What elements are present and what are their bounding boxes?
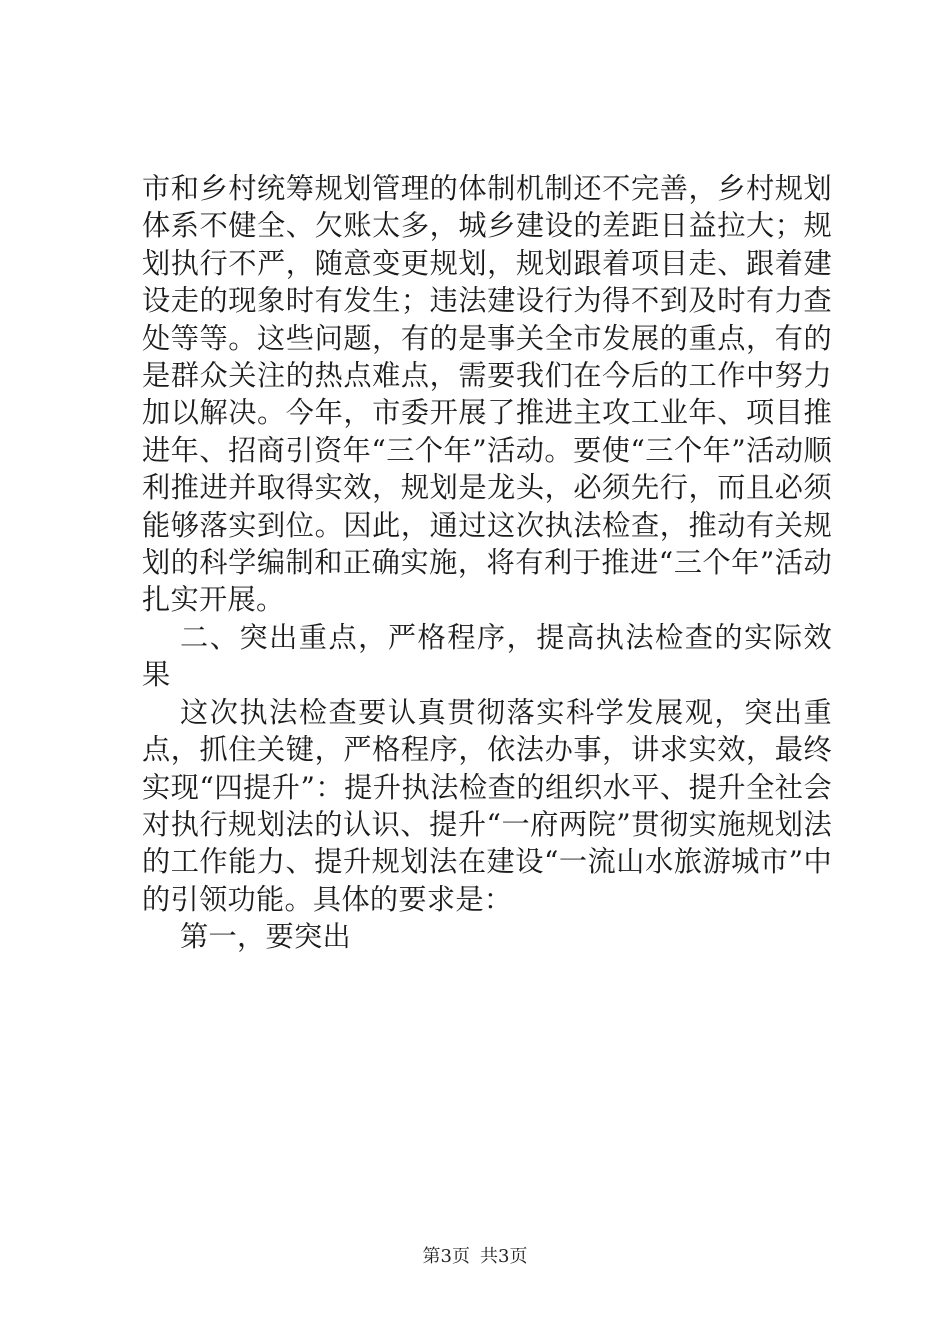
page-footer — [0, 1246, 950, 1268]
document-body — [142, 170, 832, 956]
section-heading: 二、突出重点，严格程序，提高执法检查的实际效果 — [142, 620, 832, 692]
paragraph-requirements: 这次执法检查要认真贯彻落实科学发展观，突出重点，抓住关键，严格程序，依法办事，讲求实效，最终实现“四提升”：提升执法检查的组织水平、提升全社会对执行规划法的认识、提升“一府两院”贯彻实施规划法的工作能力、提升规划法在建设“一流山水旅游城市”中的引领功能。具体的要求是： — [142, 695, 832, 916]
paragraph-first-point: 第一，要突出 — [180, 920, 351, 954]
page-number-current: 第3页 — [422, 1246, 470, 1267]
page-number-total: 共3页 — [480, 1246, 528, 1267]
paragraph-continuation: 市和乡村统筹规划管理的体制机制还不完善，乡村规划体系不健全、欠账太多，城乡建设的差距日益拉大；规划执行不严，随意变更规划，规划跟着项目走、跟着建设走的现象时有发生；违法建设行为得不到及时有力查处等等。这些问题，有的是事关全市发展的重点，有的是群众关注的热点难点，需要我们在今后的工作中努力加以解决。今年，市委开展了推进主攻工业年、项目推进年、招商引资年“三个年”活动。要使“三个年”活动顺利推进并取得实效，规划是龙头，必须先行，而且必须能够落实到位。因此，通过这次执法检查，推动有关规划的科学编制和正确实施，将有利于推进“三个年”活动扎实开展。 — [142, 172, 832, 617]
